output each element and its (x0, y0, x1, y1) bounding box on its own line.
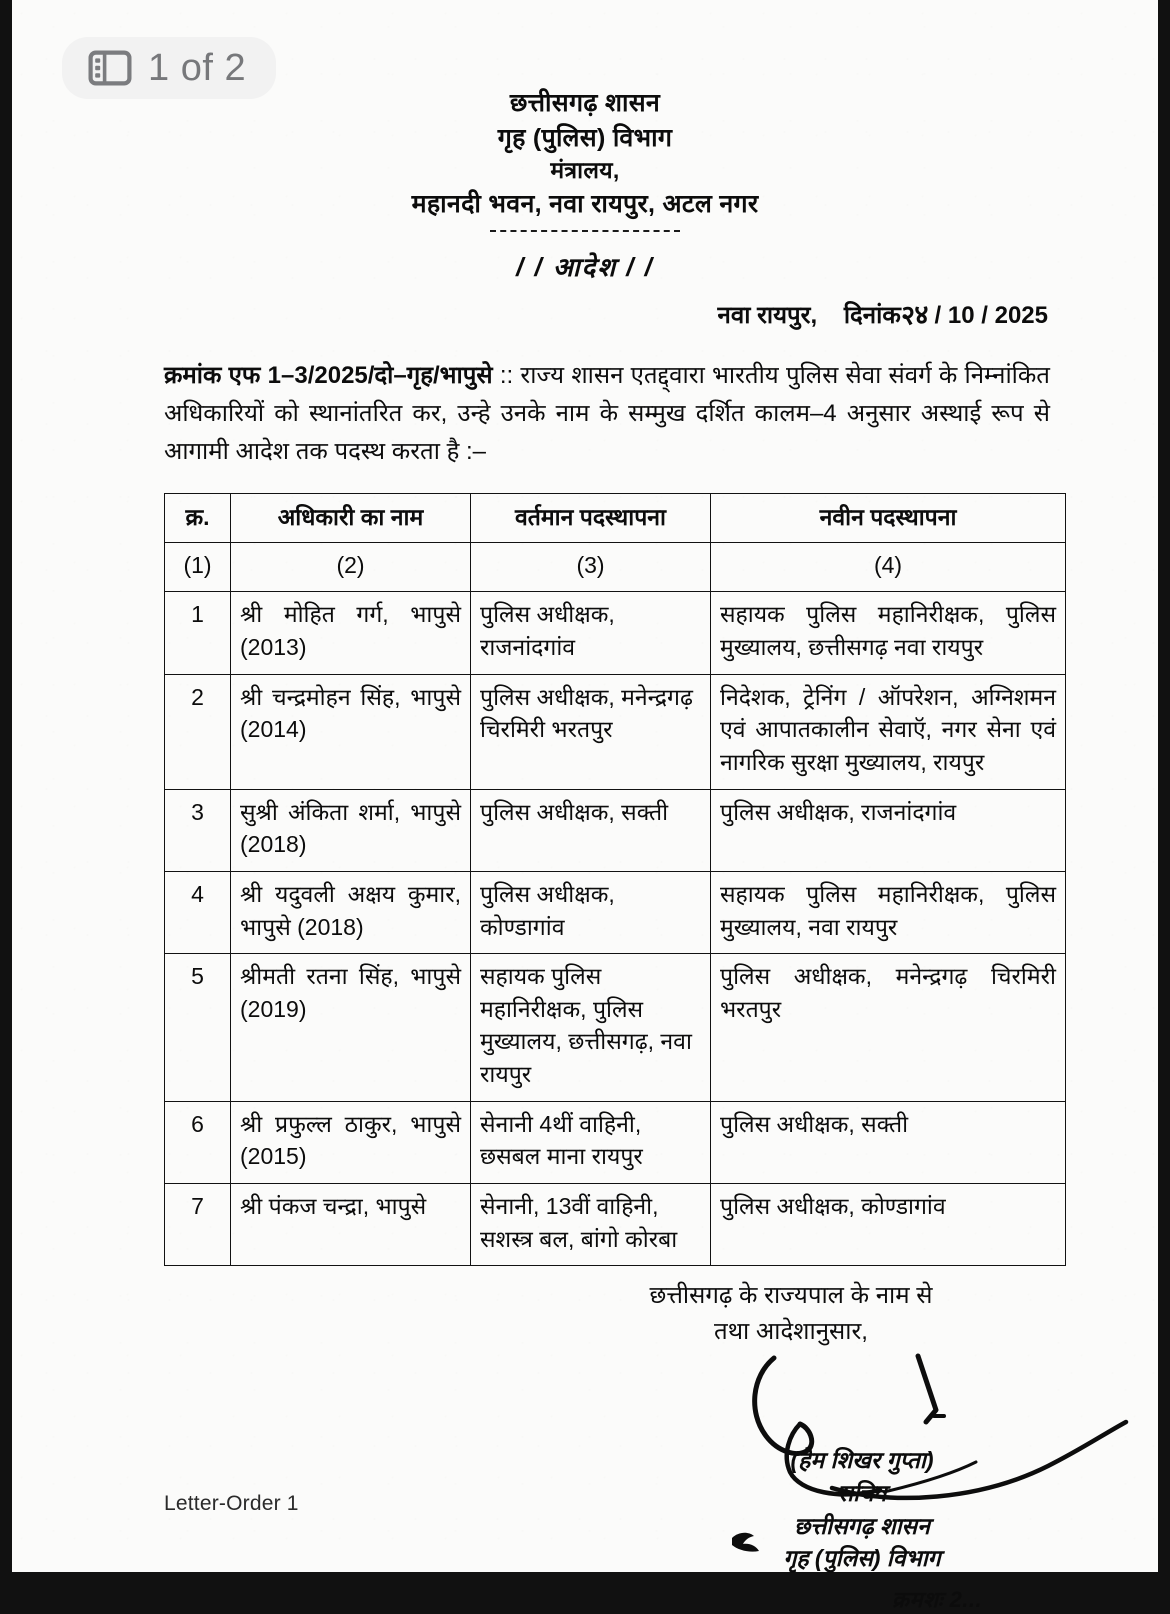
table-row (165, 592, 1066, 674)
date-day: २४ (900, 299, 929, 331)
signatory-designation: सचिव (837, 1480, 887, 1507)
reference-number: क्रमांक एफ 1–3/2025/दो–गृह/भापुसे (164, 362, 493, 390)
table-row (165, 1184, 1066, 1266)
row-new-posting: पुलिस अधीक्षक, सक्ती (711, 1101, 1066, 1183)
letterhead-line-4: महानदी भवन, नवा रायपुर, अटल नगर (411, 189, 759, 218)
row-new-posting: निदेशक, ट्रेनिंग / ऑपरेशन, अग्निशमन एवं आपातकालीन सेवाऍ, नगर सेना एवं नागरिक सुरक्षा मुख्यालय, रायपुर (711, 674, 1066, 789)
signatory-details (652, 1444, 1072, 1575)
page-indicator-label: 1 of 2 (148, 47, 247, 89)
panel-layout-icon (88, 50, 132, 86)
header-new: नवीन पदस्थापना (711, 493, 1066, 542)
row-current-posting: पुलिस अधीक्षक, सक्ती (471, 789, 711, 871)
letterhead-line-1: छत्तीसगढ़ शासन (509, 89, 661, 117)
table-row (165, 674, 1066, 789)
row-current-posting: पुलिस अधीक्षक, मनेन्द्रगढ़ चिरमिरी भरतपुर (471, 674, 711, 789)
row-new-posting: सहायक पुलिस महानिरीक्षक, पुलिस मुख्यालय, छत्तीसगढ़ नवा रायपुर (711, 592, 1066, 674)
row-officer-name: सुश्री अंकिता शर्मा, भापुसे (2018) (231, 789, 471, 871)
row-serial: 3 (165, 789, 231, 871)
date-place: नवा रायपुर, (717, 302, 818, 330)
colnum-2: (2) (231, 542, 471, 592)
table-row (165, 954, 1066, 1102)
row-officer-name: श्रीमती रतना सिंह, भापुसे (2019) (231, 954, 471, 1102)
header-divider (490, 230, 680, 232)
row-new-posting: पुलिस अधीक्षक, कोण्डागांव (711, 1184, 1066, 1266)
table-row (165, 871, 1066, 953)
date-sep-2: / (981, 302, 988, 330)
table-row (165, 1101, 1066, 1183)
row-current-posting: पुलिस अधीक्षक, कोण्डागांव (471, 871, 711, 953)
date-label: दिनांक (843, 302, 901, 330)
date-line (12, 294, 1158, 331)
scanned-page (12, 0, 1158, 1613)
row-officer-name: श्री पंकज चन्द्रा, भापुसे (231, 1184, 471, 1266)
signatory-department: गृह (पुलिस) विभाग (783, 1545, 941, 1572)
row-serial: 4 (165, 871, 231, 953)
order-title: / / आदेश / / (516, 252, 654, 283)
authority-line-1: छत्तीसगढ़ के राज्यपाल के नाम से (649, 1282, 933, 1310)
signature-area (12, 1356, 1158, 1613)
row-new-posting: पुलिस अधीक्षक, मनेन्द्रगढ़ चिरमिरी भरतपुर (711, 954, 1066, 1102)
header-name: अधिकारी का नाम (231, 493, 471, 542)
date-sep-1: / (934, 302, 942, 330)
letterhead (12, 86, 1158, 232)
colnum-1: (1) (165, 542, 231, 592)
header-serial: क्र. (165, 493, 231, 542)
row-new-posting: सहायक पुलिस महानिरीक्षक, पुलिस मुख्यालय, नवा रायपुर (711, 871, 1066, 953)
row-officer-name: श्री चन्द्रमोहन सिंह, भापुसे (2014) (231, 674, 471, 789)
transfer-table (164, 493, 1066, 1266)
row-current-posting: पुलिस अधीक्षक, राजनांदगांव (471, 592, 711, 674)
order-document (12, 0, 1158, 1613)
row-serial: 7 (165, 1184, 231, 1266)
signatory-name: (हेम शिखर गुप्ता) (790, 1447, 934, 1474)
row-serial: 2 (165, 674, 231, 789)
row-serial: 6 (165, 1101, 231, 1183)
row-officer-name: श्री मोहित गर्ग, भापुसे (2013) (231, 592, 471, 674)
table-row (165, 789, 1066, 871)
transfer-table-wrapper (164, 493, 1066, 1266)
date-month: 10 (947, 302, 975, 330)
row-officer-name: श्री यदुवली अक्षय कुमार, भापुसे (2018) (231, 871, 471, 953)
letterhead-line-3: मंत्रालय, (550, 157, 620, 183)
date-year: 2025 (994, 302, 1048, 330)
row-officer-name: श्री प्रफुल्ल ठाकुर, भापुसे (2015) (231, 1101, 471, 1183)
document-caption: Letter-Order 1 (164, 1492, 299, 1515)
row-serial: 1 (165, 592, 231, 674)
authority-block (12, 1278, 1050, 1350)
body-text: :: राज्य शासन एतद्द्वारा भारतीय पुलिस सेवा संवर्ग के निम्नांकित अधिकारियों को स्थानांतरित कर, उन्हे उनके नाम के सम्मुख दर्शित कालम–4 अनुसार अस्थाई रूप से आगामी आदेश तक पदस्थ करता है :– (164, 362, 1050, 466)
page-indicator-badge[interactable] (62, 37, 276, 99)
row-new-posting: पुलिस अधीक्षक, राजनांदगांव (711, 789, 1066, 871)
row-serial: 5 (165, 954, 231, 1102)
letterhead-line-2: गृह (पुलिस) विभाग (497, 123, 673, 152)
continued-note: क्रमशः 2... (892, 1587, 983, 1613)
colnum-4: (4) (711, 542, 1066, 592)
body-paragraph (164, 357, 1050, 471)
row-current-posting: सेनानी, 13वीं वाहिनी, सशस्त्र बल, बांगो कोरबा (471, 1184, 711, 1266)
row-current-posting: सहायक पुलिस महानिरीक्षक, पुलिस मुख्यालय, छत्तीसगढ़, नवा रायपुर (471, 954, 711, 1102)
signatory-organization: छत्तीसगढ़ शासन (794, 1512, 930, 1539)
authority-line-2: तथा आदेशानुसार, (714, 1318, 868, 1346)
colnum-3: (3) (471, 542, 711, 592)
header-current: वर्तमान पदस्थापना (471, 493, 711, 542)
row-current-posting: सेनानी 4थीं वाहिनी, छसबल माना रायपुर (471, 1101, 711, 1183)
table-header-row (165, 493, 1066, 542)
table-column-number-row (165, 542, 1066, 592)
